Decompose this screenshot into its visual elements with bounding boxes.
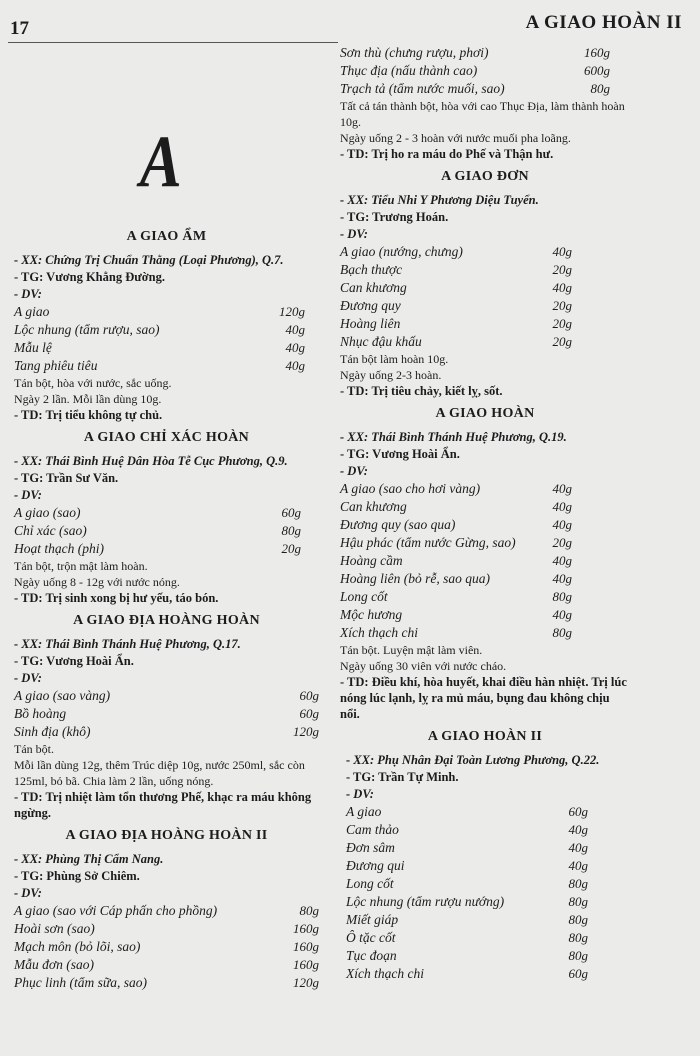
ingredient-amount: 40g xyxy=(552,244,572,259)
ingredient-amount: 20g xyxy=(552,334,572,349)
ingredient-amount: 40g xyxy=(568,858,588,873)
preparation-note: Tất cả tán thành bột, hòa với cao Thục Địa, làm thành hoàn 10g. xyxy=(340,99,625,129)
ingredient-amount: 160g xyxy=(584,45,610,60)
ingredients-label: - DV: xyxy=(340,227,368,241)
ingredient-row xyxy=(340,821,630,839)
ingredient-row xyxy=(340,624,630,642)
section-title: A GIAO CHỈ XÁC HOÀN xyxy=(83,430,250,445)
ingredient-row xyxy=(14,540,319,558)
ingredient-row xyxy=(340,516,630,534)
ingredient-name: Miết giáp xyxy=(346,912,399,927)
source-line: - XX: Phùng Thị Cẩm Nang. xyxy=(14,852,164,866)
ingredient-amount: 600g xyxy=(584,63,610,78)
recipe-section xyxy=(340,728,630,983)
ingredient-row xyxy=(340,243,630,261)
ingredient-row xyxy=(14,339,319,357)
ingredient-name: Nhục đậu khấu xyxy=(340,334,422,349)
source-line: - XX: Thái Bình Huệ Dân Hòa Tễ Cục Phương, Q.9. xyxy=(14,454,288,468)
ingredient-row xyxy=(340,857,630,875)
recipe-section xyxy=(340,168,630,399)
ingredient-name: Sơn thù (chưng rượu, phơi) xyxy=(340,45,489,60)
ingredient-amount: 80g xyxy=(568,948,588,963)
ingredient-amount: 80g xyxy=(568,930,588,945)
source-line: - XX: Tiểu Nhi Y Phương Diệu Tuyển. xyxy=(340,193,539,207)
ingredient-row xyxy=(340,297,630,315)
ingredient-amount: 160g xyxy=(293,939,319,954)
ingredient-name: Cam thảo xyxy=(346,822,399,837)
ingredient-row xyxy=(340,62,630,80)
ingredient-row xyxy=(340,839,630,857)
ingredient-row xyxy=(14,974,319,992)
ingredient-row xyxy=(340,893,630,911)
ingredient-row xyxy=(340,498,630,516)
ingredient-name: Hoàng liên (bỏ rễ, sao qua) xyxy=(340,571,490,586)
ingredient-name: A giao (sao với Cáp phấn cho phồng) xyxy=(14,903,218,918)
ingredient-row xyxy=(340,588,630,606)
ingredient-amount: 40g xyxy=(285,358,305,373)
ingredient-amount: 40g xyxy=(552,571,572,586)
section-title: A GIAO HOÀN II xyxy=(427,729,543,744)
ingredient-amount: 80g xyxy=(568,912,588,927)
ingredient-row xyxy=(340,80,630,98)
ingredients-label: - DV: xyxy=(14,287,42,301)
indication-line: - TD: Trị sinh xong bị hư yếu, táo bón. xyxy=(14,591,219,605)
ingredient-name: Tục đoạn xyxy=(346,948,397,963)
ingredient-name: Long cốt xyxy=(340,589,388,604)
recipe-section xyxy=(14,612,319,821)
ingredient-amount: 40g xyxy=(552,553,572,568)
preparation-note: Tán bột làm hoàn 10g. xyxy=(340,352,449,366)
preparation-note: Tán bột. Luyện mật làm viên. xyxy=(340,643,483,657)
ingredient-amount: 20g xyxy=(552,262,572,277)
ingredient-name: Hoạt thạch (phi) xyxy=(14,541,104,556)
right-column xyxy=(340,44,630,983)
ingredient-name: Mộc hương xyxy=(340,607,403,622)
author-line: - TG: Trần Tự Minh. xyxy=(346,770,459,784)
ingredient-row xyxy=(14,522,319,540)
section-title: A GIAO ĐỊA HOÀNG HOÀN II xyxy=(65,828,268,843)
ingredient-name: A giao xyxy=(346,804,382,819)
ingredient-row xyxy=(14,938,319,956)
ingredient-name: Tang phiêu tiêu xyxy=(14,358,98,373)
ingredient-name: Lộc nhung (tẩm rượu, sao) xyxy=(14,322,160,337)
running-head: A GIAO HOÀN II xyxy=(525,12,682,33)
preparation-note: Ngày 2 lần. Mỗi lần dùng 10g. xyxy=(14,392,162,406)
preparation-note: Tán bột. xyxy=(14,742,54,756)
ingredient-name: Sinh địa (khô) xyxy=(14,724,91,739)
author-line: - TG: Trương Hoán. xyxy=(340,210,449,224)
author-line: - TG: Phùng Sở Chiêm. xyxy=(14,869,140,883)
ingredient-row xyxy=(340,279,630,297)
ingredient-amount: 40g xyxy=(568,840,588,855)
ingredient-row xyxy=(340,333,630,351)
ingredient-row xyxy=(14,303,319,321)
ingredient-amount: 160g xyxy=(293,957,319,972)
page-number: 17 xyxy=(10,18,29,39)
author-line: - TG: Vương Khẳng Đường. xyxy=(14,270,165,284)
ingredient-row xyxy=(340,911,630,929)
preparation-note: Tán bột, trộn mật làm hoàn. xyxy=(14,559,148,573)
ingredient-row xyxy=(340,606,630,624)
ingredient-row xyxy=(340,261,630,279)
ingredient-row xyxy=(340,534,630,552)
preparation-note: Mỗi lần dùng 12g, thêm Trúc diệp 10g, nước 250ml, sắc còn 125ml, bỏ bã. Chia làm 2 lần, uống nóng. xyxy=(14,758,305,788)
ingredient-row xyxy=(340,315,630,333)
ingredient-name: A giao (sao) xyxy=(14,505,81,520)
ingredient-amount: 60g xyxy=(568,966,588,981)
preparation-note: Ngày uống 2 - 3 hoàn với nước muối pha loãng. xyxy=(340,131,571,145)
source-line: - XX: Chứng Trị Chuẩn Thằng (Loại Phương), Q.7. xyxy=(14,253,284,267)
ingredient-name: Đương quy xyxy=(340,298,401,313)
ingredient-row xyxy=(340,480,630,498)
ingredient-row xyxy=(14,357,319,375)
ingredient-name: Hậu phác (tẩm nước Gừng, sao) xyxy=(340,535,516,550)
recipe-section xyxy=(14,228,319,423)
ingredient-name: Mạch môn (bỏ lõi, sao) xyxy=(14,939,141,954)
ingredient-amount: 40g xyxy=(552,280,572,295)
ingredient-row xyxy=(340,947,630,965)
ingredient-amount: 20g xyxy=(281,541,301,556)
indication-line: - TD: Trị tiểu không tự chủ. xyxy=(14,408,163,422)
ingredient-name: Chỉ xác (sao) xyxy=(14,523,87,538)
author-line: - TG: Vương Hoài Ẩn. xyxy=(14,654,134,668)
ingredient-row xyxy=(14,687,319,705)
ingredients-label: - DV: xyxy=(14,671,42,685)
ingredient-name: Xích thạch chi xyxy=(340,625,418,640)
recipe-section xyxy=(14,827,319,992)
ingredient-amount: 160g xyxy=(293,921,319,936)
ingredient-amount: 80g xyxy=(568,876,588,891)
ingredient-amount: 40g xyxy=(285,322,305,337)
preparation-note: Tán bột, hòa với nước, sắc uống. xyxy=(14,376,172,390)
ingredient-name: Đơn sâm xyxy=(346,840,395,855)
ingredient-row xyxy=(14,321,319,339)
ingredient-name: Bồ hoàng xyxy=(14,706,67,721)
ingredient-amount: 20g xyxy=(552,316,572,331)
ingredient-amount: 20g xyxy=(552,298,572,313)
ingredient-name: Trạch tả (tẩm nước muối, sao) xyxy=(340,81,505,96)
ingredient-row xyxy=(14,504,319,522)
ingredient-name: Thục địa (nấu thành cao) xyxy=(340,63,478,78)
ingredient-row xyxy=(340,570,630,588)
ingredient-amount: 20g xyxy=(552,535,572,550)
ingredient-amount: 80g xyxy=(552,589,572,604)
ingredient-amount: 60g xyxy=(281,505,301,520)
ingredient-row xyxy=(340,803,630,821)
ingredient-name: Hoài sơn (sao) xyxy=(14,921,95,936)
section-title: A GIAO ĐƠN xyxy=(441,169,529,184)
ingredient-name: A giao (sao vàng) xyxy=(14,688,111,703)
drop-letter: A xyxy=(139,121,182,203)
preparation-note: Ngày uống 8 - 12g với nước nóng. xyxy=(14,575,180,589)
ingredient-row xyxy=(14,956,319,974)
ingredient-name: A giao (sao cho hơi vàng) xyxy=(340,481,481,496)
section-title: A GIAO HOÀN xyxy=(435,406,535,421)
source-line: - XX: Phụ Nhân Đại Toàn Lương Phương, Q.22. xyxy=(346,753,600,767)
indication-line: - TD: Trị ho ra máu do Phế và Thận hư. xyxy=(340,147,554,161)
source-line: - XX: Thái Bình Thánh Huệ Phương, Q.17. xyxy=(14,637,241,651)
ingredient-name: Ô tặc cốt xyxy=(346,930,396,945)
ingredient-amount: 60g xyxy=(299,688,319,703)
ingredient-row xyxy=(340,44,630,62)
ingredient-amount: 80g xyxy=(568,894,588,909)
ingredient-name: Hoàng liên xyxy=(340,316,401,331)
section-title: A GIAO ẨM xyxy=(126,229,207,244)
ingredient-amount: 40g xyxy=(552,607,572,622)
ingredient-amount: 40g xyxy=(568,822,588,837)
ingredient-amount: 40g xyxy=(552,481,572,496)
header-rule xyxy=(8,42,338,43)
ingredient-row xyxy=(14,723,319,741)
section-title: A GIAO ĐỊA HOÀNG HOÀN xyxy=(73,613,260,628)
ingredient-row xyxy=(340,875,630,893)
ingredient-name: Đương qui xyxy=(346,858,405,873)
ingredient-row xyxy=(14,902,319,920)
ingredient-amount: 80g xyxy=(281,523,301,538)
ingredient-name: Đương quy (sao qua) xyxy=(340,517,456,532)
ingredient-row xyxy=(340,965,630,983)
ingredient-amount: 80g xyxy=(590,81,610,96)
preparation-note: Ngày uống 30 viên với nước cháo. xyxy=(340,659,507,673)
indication-line: - TD: Điều khí, hòa huyết, khai điều hàn nhiệt. Trị lúc nóng lúc lạnh, lỵ ra mủ máu, bụng đau không chịu nổi. xyxy=(340,675,627,721)
ingredient-name: Lộc nhung (tẩm rượu nướng) xyxy=(346,894,505,909)
ingredient-name: A giao (nướng, chưng) xyxy=(340,244,463,259)
ingredient-row xyxy=(14,705,319,723)
ingredient-name: Phục linh (tẩm sữa, sao) xyxy=(14,975,147,990)
preparation-note: Ngày uống 2-3 hoàn. xyxy=(340,368,442,382)
indication-line: - TD: Trị tiêu chảy, kiết lỵ, sốt. xyxy=(340,384,503,398)
ingredient-amount: 120g xyxy=(293,975,319,990)
ingredient-name: Can khương xyxy=(340,499,407,514)
source-line: - XX: Thái Bình Thánh Huệ Phương, Q.19. xyxy=(340,430,567,444)
ingredient-name: Hoàng cầm xyxy=(340,553,403,568)
ingredient-amount: 40g xyxy=(285,340,305,355)
author-line: - TG: Trần Sư Văn. xyxy=(14,471,119,485)
ingredient-row xyxy=(14,920,319,938)
ingredient-amount: 40g xyxy=(552,499,572,514)
ingredients-label: - DV: xyxy=(14,886,42,900)
ingredient-amount: 80g xyxy=(552,625,572,640)
recipe-section xyxy=(14,429,319,606)
ingredient-name: A giao xyxy=(14,304,50,319)
ingredient-row xyxy=(340,929,630,947)
ingredient-name: Can khương xyxy=(340,280,407,295)
ingredient-row xyxy=(340,552,630,570)
ingredient-amount: 120g xyxy=(293,724,319,739)
ingredient-amount: 120g xyxy=(279,304,305,319)
recipe-section xyxy=(340,44,630,162)
ingredients-label: - DV: xyxy=(14,488,42,502)
ingredients-label: - DV: xyxy=(340,464,368,478)
ingredient-name: Mẫu lệ xyxy=(14,340,52,355)
ingredient-name: Xích thạch chi xyxy=(346,966,424,981)
ingredient-amount: 60g xyxy=(568,804,588,819)
ingredient-amount: 40g xyxy=(552,517,572,532)
ingredient-name: Bạch thược xyxy=(340,262,403,277)
ingredient-amount: 60g xyxy=(299,706,319,721)
left-column xyxy=(14,222,319,992)
indication-line: - TD: Trị nhiệt làm tổn thương Phế, khạc ra máu không ngừng. xyxy=(14,790,312,820)
ingredient-amount: 80g xyxy=(299,903,319,918)
ingredient-name: Mẫu đơn (sao) xyxy=(14,957,94,972)
recipe-section xyxy=(340,405,630,722)
ingredient-name: Long cốt xyxy=(346,876,394,891)
author-line: - TG: Vương Hoài Ẩn. xyxy=(340,447,460,461)
ingredients-label: - DV: xyxy=(346,787,374,801)
